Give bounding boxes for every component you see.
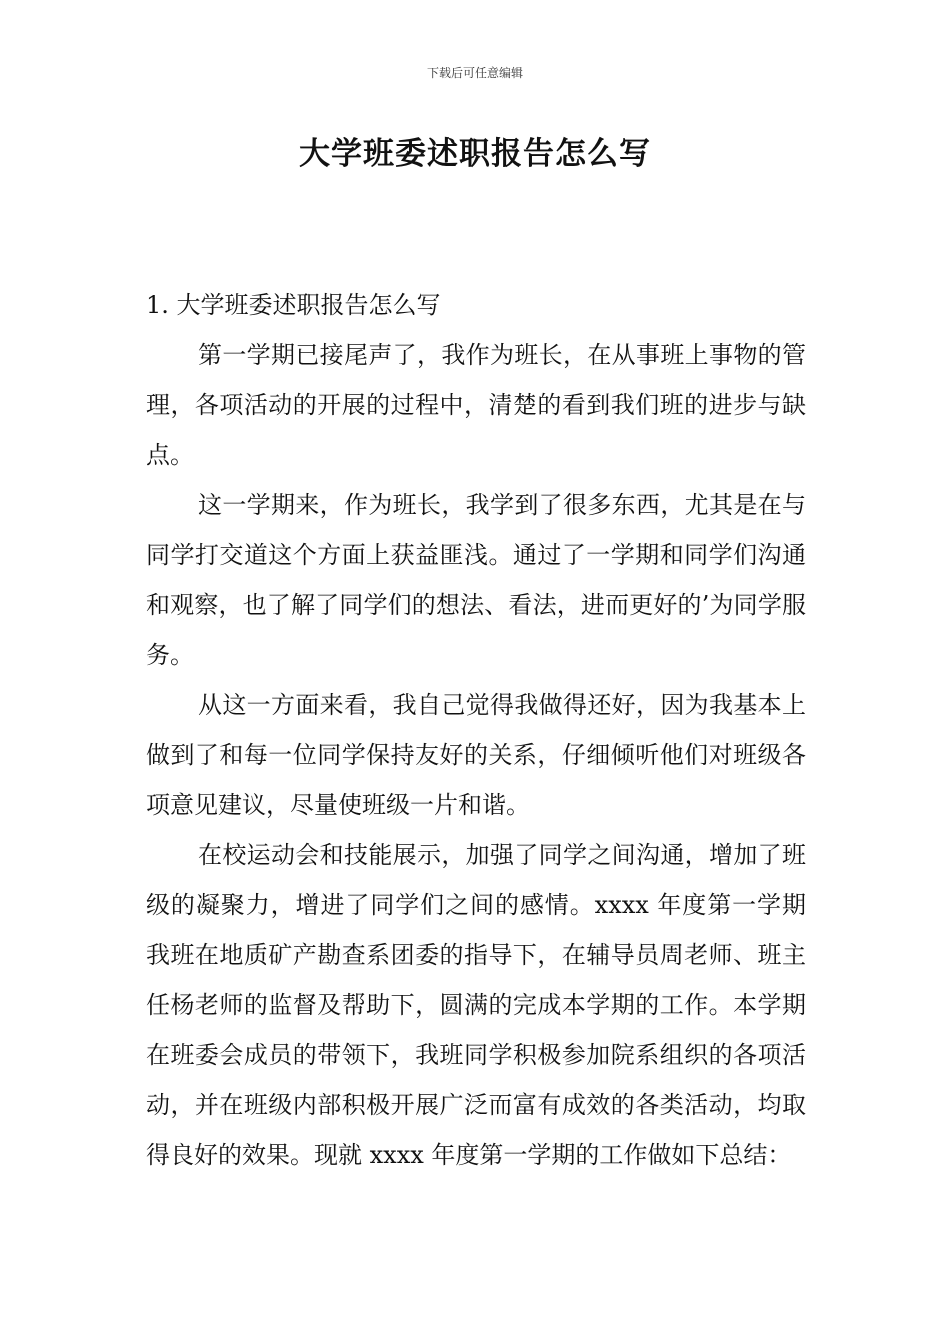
paragraph: 这一学期来，作为班长，我学到了很多东西，尤其是在与同学打交道这个方面上获益匪浅。通过了一学期和同学们沟通和观察，也了解了同学们的想法、看法，进而更好的’为同学服务。 — [146, 491, 806, 669]
section-heading: 1. 大学班委述职报告怎么写 — [146, 291, 441, 319]
header-note: 下载后可任意编辑 — [426, 66, 523, 80]
paragraph: 在校运动会和技能展示，加强了同学之间沟通，增加了班级的凝聚力，增进了同学们之间的感情。xxxx 年度第一学期我班在地质矿产勘查系团委的指导下，在辅导员周老师、班主任杨老师的监督及帮助下，圆满的完成本学期的工作。本学期在班委会成员的带领下，我班同学积极参加院系组织的各项活动，并在班级内部积极开展广泛而富有成效的各类活动，均取得良好的效果。现就 xxxx 年度第一学期的工作做如下总结： — [146, 841, 806, 1169]
document-body — [146, 280, 806, 1180]
paragraph: 从这一方面来看，我自己觉得我做得还好，因为我基本上做到了和每一位同学保持友好的关系，仔细倾听他们对班级各项意见建议，尽量使班级一片和谐。 — [146, 691, 806, 819]
paragraph: 第一学期已接尾声了，我作为班长，在从事班上事物的管理，各项活动的开展的过程中，清楚的看到我们班的进步与缺点。 — [146, 341, 806, 469]
document-title: 大学班委述职报告怎么写 — [299, 136, 651, 172]
